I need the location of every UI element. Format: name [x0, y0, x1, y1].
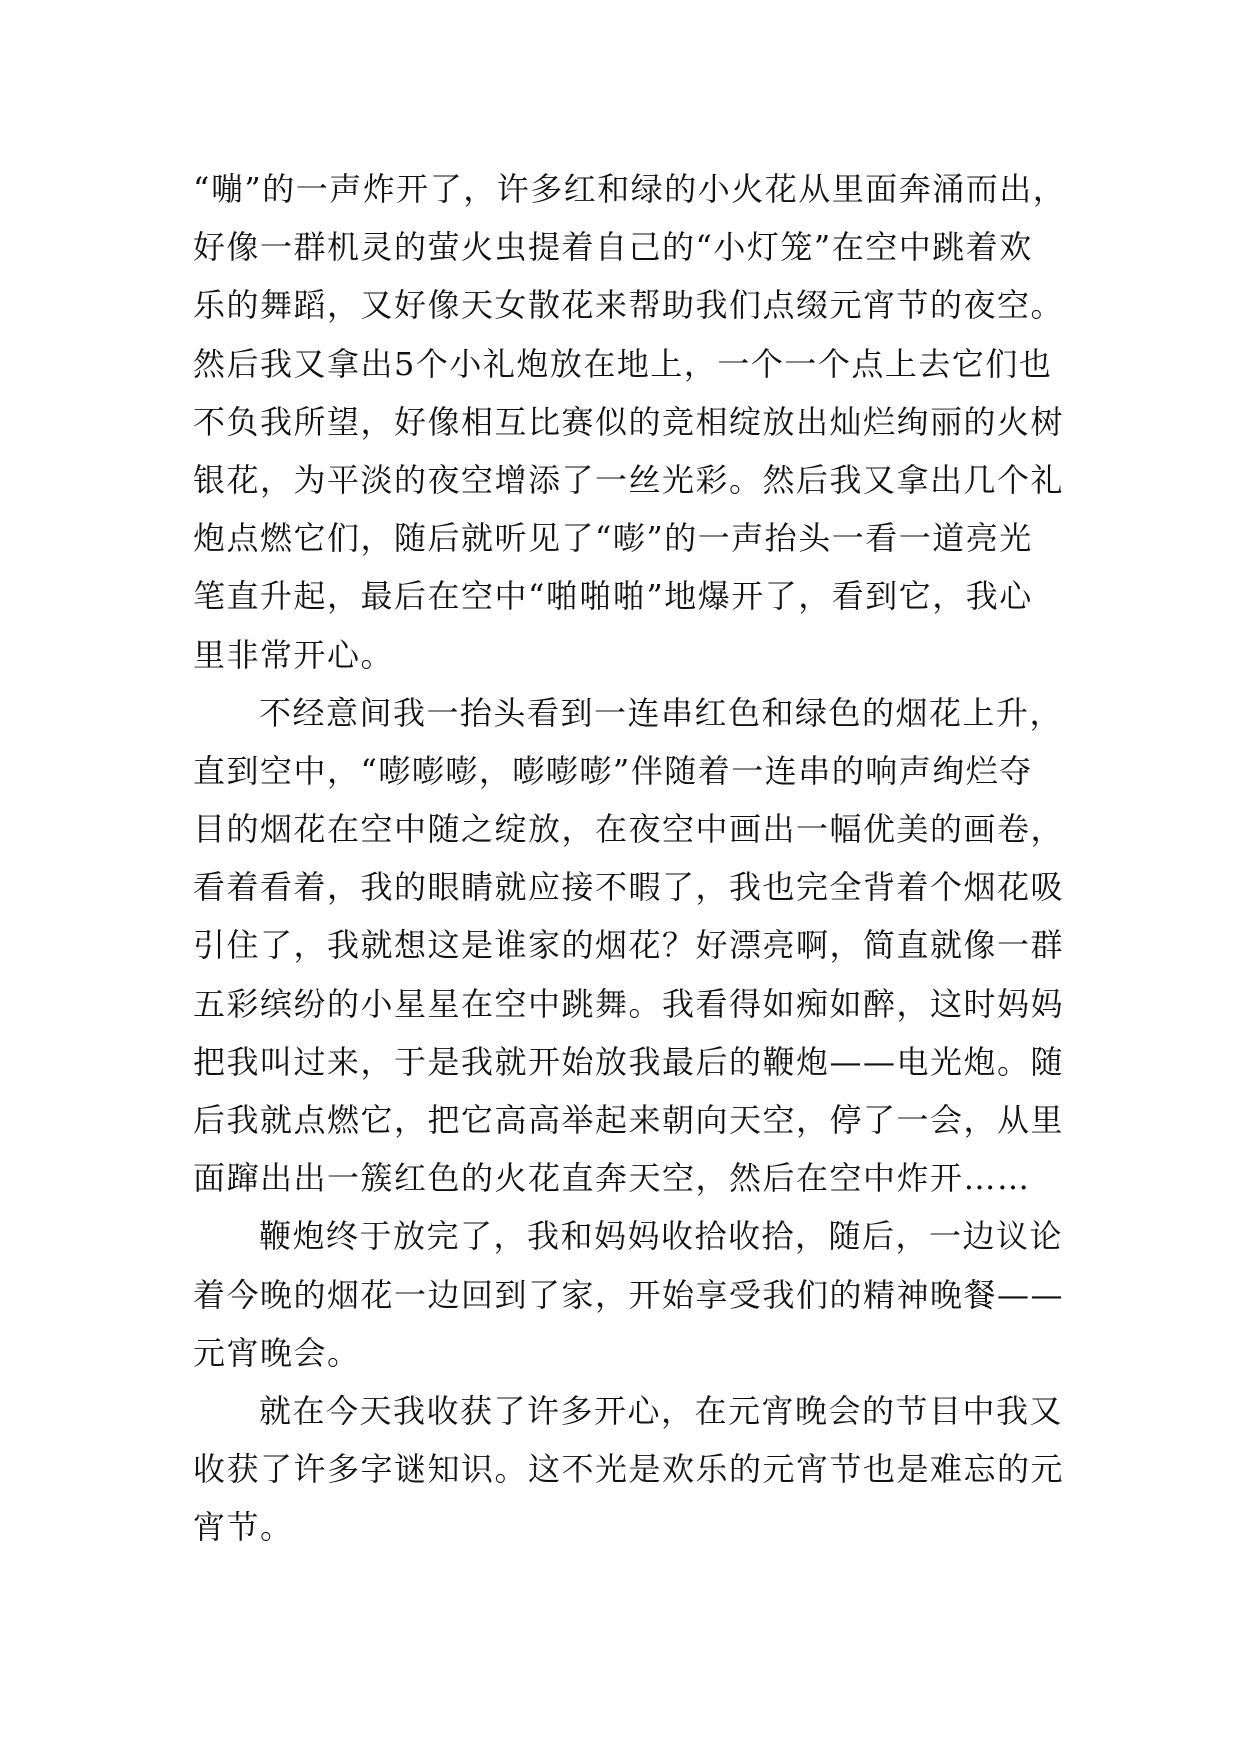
text-line: 笔直升起，最后在空中“啪啪啪”地爆开了，看到它，我心 [193, 577, 1033, 616]
text-line: 着今晚的烟花一边回到了家，开始享受我们的精神晚餐—— [193, 1275, 1065, 1314]
text-line: 引住了，我就想这是谁家的烟花？好漂亮啊，简直就像一群 [193, 926, 1065, 965]
text-line: 五彩缤纷的小星星在空中跳舞。我看得如痴如醉，这时妈妈 [193, 984, 1065, 1023]
text-line: 把我叫过来，于是我就开始放我最后的鞭炮——电光炮。随 [193, 1042, 1065, 1081]
text-line: 直到空中，“嘭嘭嘭，嘭嘭嘭”伴随着一连串的响声绚烂夺 [193, 751, 1033, 790]
text-line: 然后我又拿出5个小礼炮放在地上，一个一个点上去它们也 [193, 344, 1053, 383]
paragraph-start-line: 就在今天我收获了许多开心，在元宵晚会的节目中我又 [259, 1391, 1064, 1430]
document-body [193, 160, 1067, 1557]
text-line: 看着看着，我的眼睛就应接不暇了，我也完全背着个烟花吸 [193, 868, 1065, 907]
text-line: 不负我所望，好像相互比赛似的竞相绽放出灿烂绚丽的火树 [193, 402, 1065, 441]
text-line: 乐的舞蹈，又好像天女散花来帮助我们点缀元宵节的夜空。 [193, 286, 1065, 325]
text-line: 好像一群机灵的萤火虫提着自己的“小灯笼”在空中跳着欢 [193, 228, 1033, 267]
text-line: 目的烟花在空中随之绽放，在夜空中画出一幅优美的画卷， [193, 810, 1065, 849]
text-line: 银花，为平淡的夜空增添了一丝光彩。然后我又拿出几个礼 [193, 460, 1065, 499]
text-line: 元宵晚会。 [193, 1333, 361, 1372]
text-line: 面蹿出出一簇红色的火花直奔天空，然后在空中炸开…… [193, 1159, 1031, 1198]
paragraph-start-line: 鞭炮终于放完了，我和妈妈收拾收拾，随后，一边议论 [259, 1217, 1064, 1256]
text-line: “嘣”的一声炸开了，许多红和绿的小火花从里面奔涌而出， [193, 170, 1067, 208]
text-line: 里非常开心。 [193, 635, 395, 674]
text-line: 收获了许多字谜知识。这不光是欢乐的元宵节也是难忘的元 [193, 1450, 1065, 1489]
text-line: 宵节。 [193, 1508, 294, 1547]
text-line: 后我就点燃它，把它高高举起来朝向天空，停了一会，从里 [193, 1101, 1065, 1139]
text-line: 炮点燃它们，随后就听见了“嘭”的一声抬头一看一道亮光 [193, 519, 1033, 558]
paragraph-start-line: 不经意间我一抬头看到一连串红色和绿色的烟花上升， [259, 693, 1064, 732]
